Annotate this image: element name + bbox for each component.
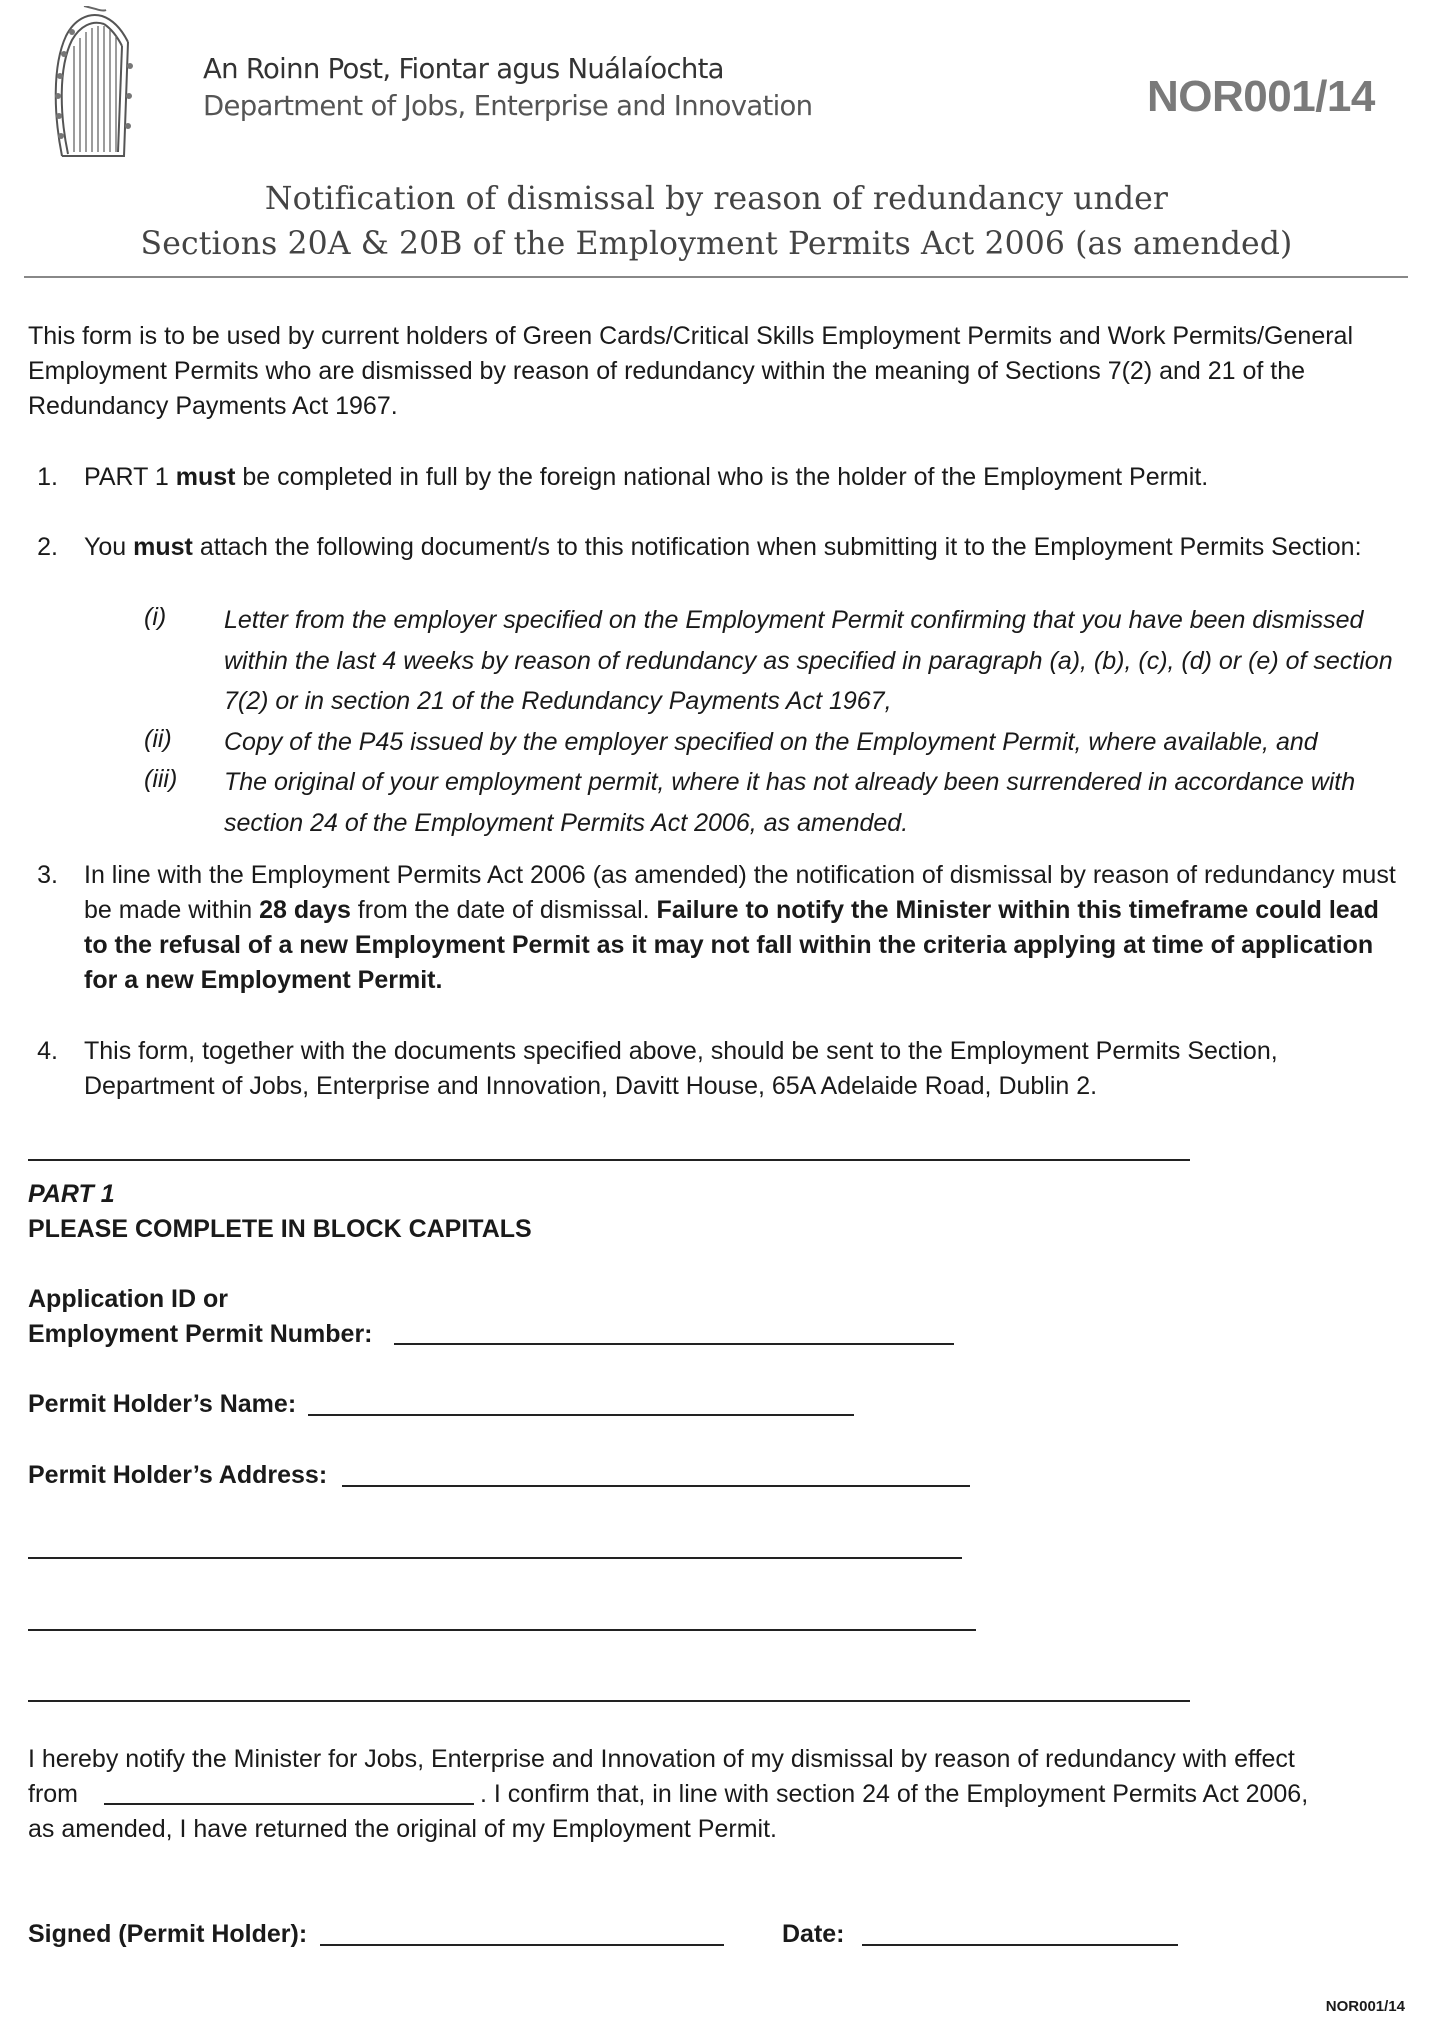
intro-paragraph: This form is to be used by current holders of Green Cards/Critical Skills Employment Permits and Work Permits/General Employment Permits who are dismissed by reason of redundancy within the meaning of Sections 7(2) and 21 of the Redundancy Payments Act 1967.: [28, 322, 1353, 420]
instruction-item-3: [28, 858, 1412, 998]
block-capitals-instruction: PLEASE COMPLETE IN BLOCK CAPITALS: [28, 1215, 532, 1243]
holder-name-label: Permit Holder’s Name:: [28, 1390, 297, 1418]
permit-number-field[interactable]: [394, 1343, 954, 1345]
holder-name-field[interactable]: [308, 1414, 854, 1416]
item-number: 4.: [37, 1037, 58, 1065]
declaration-line-2: [28, 1777, 1412, 1812]
instruction-item-4: [28, 1034, 1412, 1106]
sub-item-text: Letter from the employer specified on the Employment Permit confirming that you have been dismissed within the last 4 weeks by reason of redundancy as specified in paragraph (a), (b), (c), (d) or (e) of section 7(2) or in section 21 of the Redundancy Payments Act 1967,: [224, 606, 1393, 715]
holder-address-field-1[interactable]: [342, 1485, 970, 1487]
sub-item: [28, 722, 1412, 762]
holder-address-field-2[interactable]: [28, 1557, 962, 1559]
form-code: NOR001/14: [1147, 72, 1375, 121]
sub-item-number: (ii): [144, 725, 172, 753]
department-name-english: Department of Jobs, Enterprise and Innovation: [203, 90, 813, 122]
signature-label: Signed (Permit Holder):: [28, 1920, 308, 1948]
sub-item-number: (iii): [144, 765, 178, 793]
sub-item-number: (i): [144, 603, 167, 631]
holder-address-field-4[interactable]: [28, 1700, 1190, 1702]
item-text: PART 1 must be completed in full by the foreign national who is the holder of the Employment Permit.: [84, 463, 1209, 491]
department-name: [203, 52, 812, 126]
footer-form-code: NOR001/14: [1325, 1998, 1405, 2015]
declaration-line-3: as amended, I have returned the original of my Employment Permit.: [28, 1815, 777, 1843]
application-id-label: Application ID or: [28, 1285, 228, 1313]
form-title-line-1: Notification of dismissal by reason of redundancy under: [264, 181, 1169, 217]
date-label: Date:: [782, 1920, 845, 1948]
title-divider: [24, 276, 1408, 278]
declaration-confirm-text: . I confirm that, in line with section 24 of the Employment Permits Act 2006,: [480, 1780, 1309, 1808]
sub-item-text: The original of your employment permit, where it has not already been surrendered in accordance with section 24 of the Employment Permits Act 2006, as amended.: [224, 768, 1356, 837]
declaration-from-label: from: [28, 1780, 78, 1808]
section-divider: [28, 1159, 1190, 1161]
sub-item: [28, 600, 1412, 722]
instruction-item-1: [28, 460, 1412, 500]
declaration-paragraph: [28, 1742, 1412, 1852]
item-number: 2.: [37, 533, 58, 561]
permit-number-label: Employment Permit Number:: [28, 1320, 373, 1348]
date-field[interactable]: [862, 1944, 1178, 1946]
sub-item-text: Copy of the P45 issued by the employer specified on the Employment Permit, where available, and: [224, 728, 1318, 756]
holder-address-field-3[interactable]: [28, 1629, 976, 1631]
form-title-line-2: Sections 20A & 20B of the Employment Permits Act 2006 (as amended): [140, 226, 1293, 262]
form-title: [0, 177, 1433, 267]
department-name-irish: An Roinn Post, Fiontar agus Nuálaíochta: [203, 53, 724, 85]
declaration-line-1: I hereby notify the Minister for Jobs, Enterprise and Innovation of my dismissal by reason of redundancy with effect: [28, 1745, 1295, 1773]
instruction-item-2: [28, 530, 1412, 840]
item-number: 3.: [37, 861, 58, 889]
dismissal-date-field[interactable]: [104, 1803, 474, 1805]
item-text: In line with the Employment Permits Act 2006 (as amended) the notification of dismissal by reason of redundancy must be made within 28 days from the date of dismissal. Failure to notify the Minister within this timeframe could lead to the refusal of a new Employment Permit as it may not fall within the criteria applying at time of application for a new Employment Permit.: [84, 861, 1396, 994]
holder-address-label: Permit Holder’s Address:: [28, 1461, 328, 1489]
harp-emblem-icon: [44, 6, 134, 172]
item-text: You must attach the following document/s to this notification when submitting it to the Employment Permits Section:: [84, 533, 1362, 561]
item-text: This form, together with the documents specified above, should be sent to the Employment Permits Section, Department of Jobs, Enterprise and Innovation, Davitt House, 65A Adelaide Road, Dublin 2.: [84, 1037, 1278, 1100]
item-number: 1.: [37, 463, 58, 491]
part-1-heading: PART 1: [28, 1180, 115, 1208]
signature-field[interactable]: [320, 1944, 724, 1946]
sub-item: [28, 762, 1412, 844]
